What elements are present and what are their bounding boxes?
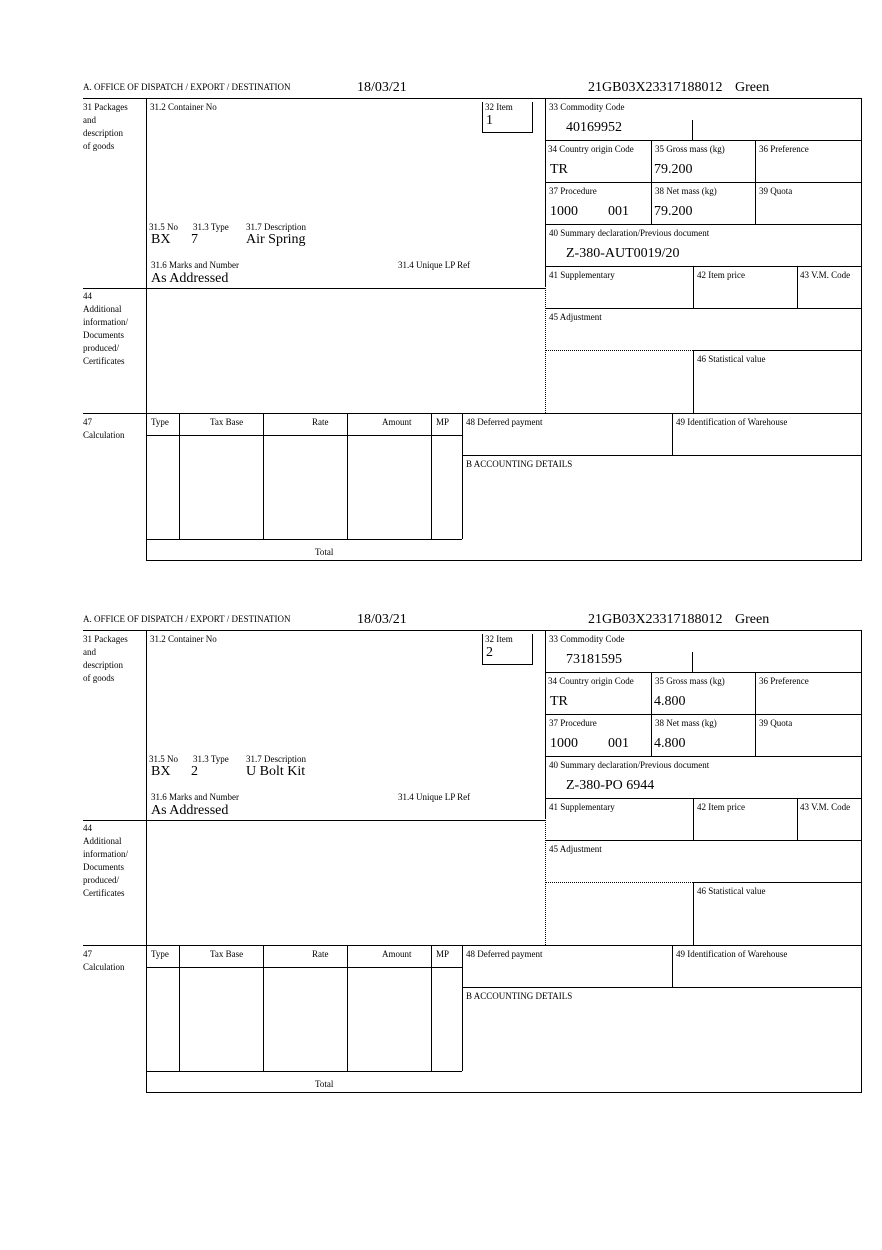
container-no-label: 31.2 Container No bbox=[150, 634, 217, 644]
net-mass-value: 79.200 bbox=[654, 204, 693, 219]
country-origin-value: TR bbox=[550, 694, 568, 709]
route-status: Green bbox=[735, 612, 770, 627]
country-origin-label: 34 Country origin Code bbox=[548, 144, 634, 154]
warehouse-id-label: 49 Identification of Warehouse bbox=[676, 949, 788, 959]
preference-label: 36 Preference bbox=[759, 144, 809, 154]
additional-info-line3: information/ bbox=[83, 849, 128, 859]
col-type-header: Type bbox=[151, 949, 169, 959]
procedure-additional-value: 001 bbox=[608, 204, 629, 219]
commodity-code-label: 33 Commodity Code bbox=[549, 634, 625, 644]
preference-label: 36 Preference bbox=[759, 676, 809, 686]
summary-declaration-value: Z-380-AUT0019/20 bbox=[566, 246, 680, 261]
declaration-item-form-2 bbox=[0, 612, 882, 1112]
description-value: Air Spring bbox=[246, 232, 306, 247]
col-amount-header: Amount bbox=[382, 949, 412, 959]
supplementary-label: 41 Supplementary bbox=[549, 270, 615, 280]
net-mass-label: 38 Net mass (kg) bbox=[655, 186, 717, 196]
package-no-value: BX bbox=[151, 232, 171, 247]
procedure-additional-value: 001 bbox=[608, 736, 629, 751]
packages-label-line4: of goods bbox=[83, 673, 115, 683]
office-heading: A. OFFICE OF DISPATCH / EXPORT / DESTINATION bbox=[83, 614, 291, 624]
procedure-code-value: 1000 bbox=[550, 736, 578, 751]
package-type-value: 7 bbox=[191, 232, 198, 247]
additional-info-line4: Documents bbox=[83, 862, 124, 872]
package-no-label: 31.5 No bbox=[149, 754, 178, 764]
quota-label: 39 Quota bbox=[759, 718, 793, 728]
warehouse-id-label: 49 Identification of Warehouse bbox=[676, 417, 788, 427]
package-no-value: BX bbox=[151, 764, 171, 779]
procedure-label: 37 Procedure bbox=[549, 718, 597, 728]
summary-declaration-value: Z-380-PO 6944 bbox=[566, 778, 655, 793]
marks-label: 31.6 Marks and Number bbox=[151, 260, 239, 270]
net-mass-label: 38 Net mass (kg) bbox=[655, 718, 717, 728]
total-label: Total bbox=[315, 1079, 334, 1089]
item-price-label: 42 Item price bbox=[697, 802, 745, 812]
packages-label-line2: and bbox=[83, 115, 96, 125]
description-label: 31.7 Description bbox=[246, 222, 306, 232]
additional-info-label: 44 bbox=[83, 291, 92, 301]
packages-label-line4: of goods bbox=[83, 141, 115, 151]
declaration-date: 18/03/21 bbox=[357, 80, 407, 95]
package-type-value: 2 bbox=[191, 764, 198, 779]
summary-declaration-label: 40 Summary declaration/Previous document bbox=[549, 228, 710, 238]
col-mp-header: MP bbox=[436, 949, 450, 959]
col-rate-header: Rate bbox=[312, 417, 329, 427]
marks-value: As Addressed bbox=[151, 803, 229, 818]
declaration-item-form-1 bbox=[0, 80, 882, 580]
procedure-code-value: 1000 bbox=[550, 204, 578, 219]
additional-info-line5: produced/ bbox=[83, 875, 119, 885]
item-price-label: 42 Item price bbox=[697, 270, 745, 280]
declaration-reference: 21GB03X23317188012 bbox=[588, 80, 723, 95]
declaration-date: 18/03/21 bbox=[357, 612, 407, 627]
col-tax-base-header: Tax Base bbox=[210, 949, 244, 959]
col-rate-header: Rate bbox=[312, 949, 329, 959]
deferred-payment-label: 48 Deferred payment bbox=[466, 417, 543, 427]
gross-mass-label: 35 Gross mass (kg) bbox=[655, 676, 725, 686]
adjustment-label: 45 Adjustment bbox=[549, 312, 602, 322]
accounting-details-label: B ACCOUNTING DETAILS bbox=[466, 991, 573, 1001]
country-origin-value: TR bbox=[550, 162, 568, 177]
gross-mass-value: 79.200 bbox=[654, 162, 693, 177]
unique-lp-label: 31.4 Unique LP Ref bbox=[398, 792, 471, 802]
packages-label-line2: and bbox=[83, 647, 96, 657]
calculation-label: 47 bbox=[83, 949, 92, 959]
package-type-label: 31.3 Type bbox=[193, 754, 229, 764]
marks-label: 31.6 Marks and Number bbox=[151, 792, 239, 802]
calculation-label-line2: Calculation bbox=[83, 430, 125, 440]
container-no-label: 31.2 Container No bbox=[150, 102, 217, 112]
adjustment-label: 45 Adjustment bbox=[549, 844, 602, 854]
item-number: 2 bbox=[486, 645, 493, 660]
package-no-label: 31.5 No bbox=[149, 222, 178, 232]
accounting-details-label: B ACCOUNTING DETAILS bbox=[466, 459, 573, 469]
calculation-label: 47 bbox=[83, 417, 92, 427]
additional-info-line3: information/ bbox=[83, 317, 128, 327]
vm-code-label: 43 V.M. Code bbox=[800, 270, 851, 280]
marks-value: As Addressed bbox=[151, 271, 229, 286]
packages-label-line3: description bbox=[83, 128, 123, 138]
packages-label: 31 Packages bbox=[83, 102, 128, 112]
additional-info-line6: Certificates bbox=[83, 888, 125, 898]
deferred-payment-label: 48 Deferred payment bbox=[466, 949, 543, 959]
country-origin-label: 34 Country origin Code bbox=[548, 676, 634, 686]
calculation-label-line2: Calculation bbox=[83, 962, 125, 972]
additional-info-line6: Certificates bbox=[83, 356, 125, 366]
additional-info-line2: Additional bbox=[83, 836, 122, 846]
item-label: 32 Item bbox=[485, 634, 513, 644]
description-value: U Bolt Kit bbox=[246, 764, 306, 779]
vm-code-label: 43 V.M. Code bbox=[800, 802, 851, 812]
procedure-label: 37 Procedure bbox=[549, 186, 597, 196]
declaration-reference: 21GB03X23317188012 bbox=[588, 612, 723, 627]
quota-label: 39 Quota bbox=[759, 186, 793, 196]
package-type-label: 31.3 Type bbox=[193, 222, 229, 232]
item-number: 1 bbox=[486, 113, 493, 128]
packages-label: 31 Packages bbox=[83, 634, 128, 644]
packages-label-line3: description bbox=[83, 660, 123, 670]
office-heading: A. OFFICE OF DISPATCH / EXPORT / DESTINATION bbox=[83, 82, 291, 92]
item-label: 32 Item bbox=[485, 102, 513, 112]
commodity-code-value: 73181595 bbox=[566, 652, 622, 667]
col-type-header: Type bbox=[151, 417, 169, 427]
route-status: Green bbox=[735, 80, 770, 95]
commodity-code-value: 40169952 bbox=[566, 120, 622, 135]
col-amount-header: Amount bbox=[382, 417, 412, 427]
additional-info-line2: Additional bbox=[83, 304, 122, 314]
gross-mass-value: 4.800 bbox=[654, 694, 686, 709]
net-mass-value: 4.800 bbox=[654, 736, 686, 751]
total-label: Total bbox=[315, 547, 334, 557]
commodity-code-label: 33 Commodity Code bbox=[549, 102, 625, 112]
additional-info-label: 44 bbox=[83, 823, 92, 833]
summary-declaration-label: 40 Summary declaration/Previous document bbox=[549, 760, 710, 770]
statistical-value-label: 46 Statistical value bbox=[697, 354, 766, 364]
supplementary-label: 41 Supplementary bbox=[549, 802, 615, 812]
col-mp-header: MP bbox=[436, 417, 450, 427]
unique-lp-label: 31.4 Unique LP Ref bbox=[398, 260, 471, 270]
gross-mass-label: 35 Gross mass (kg) bbox=[655, 144, 725, 154]
additional-info-line4: Documents bbox=[83, 330, 124, 340]
statistical-value-label: 46 Statistical value bbox=[697, 886, 766, 896]
additional-info-line5: produced/ bbox=[83, 343, 119, 353]
description-label: 31.7 Description bbox=[246, 754, 306, 764]
col-tax-base-header: Tax Base bbox=[210, 417, 244, 427]
